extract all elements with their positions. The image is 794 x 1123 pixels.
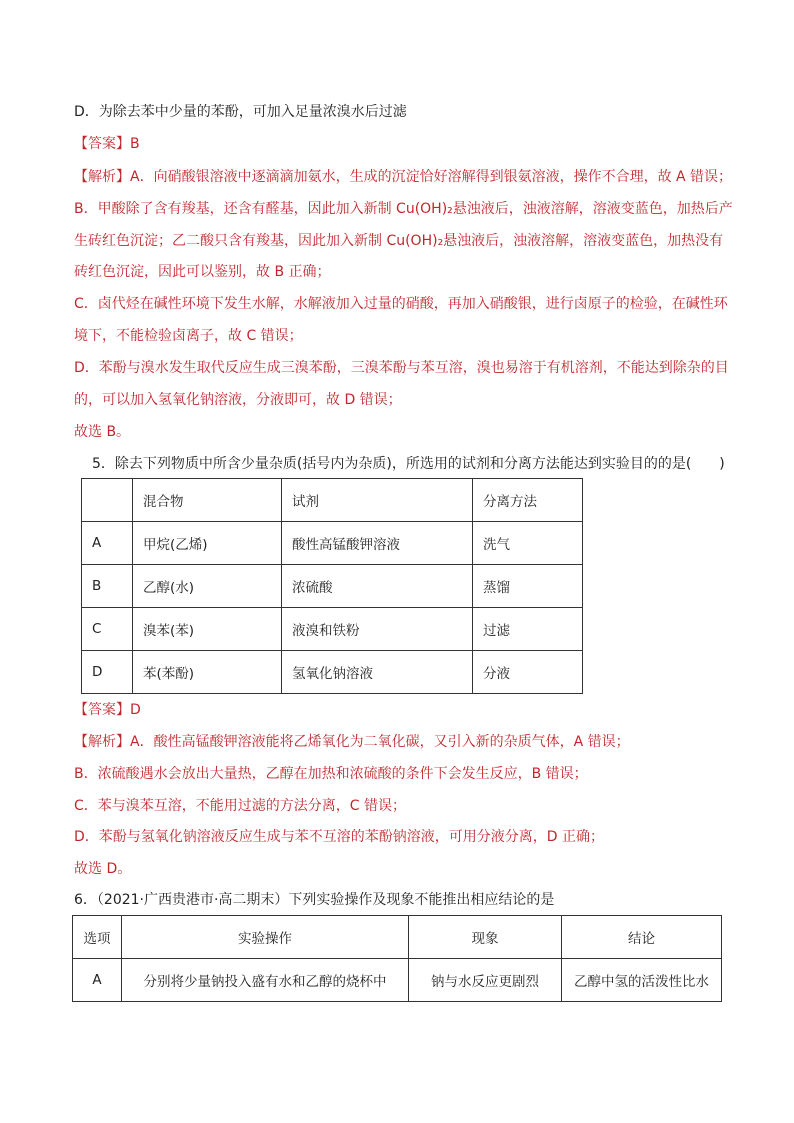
table-header-cell: 实验操作 (122, 916, 409, 959)
q4-answer-value: B (130, 136, 140, 152)
table-cell: 洗气 (473, 522, 583, 565)
table-header-cell: 选项 (73, 916, 122, 959)
table-row (82, 479, 583, 522)
table-cell: D (82, 651, 133, 694)
table-row (82, 651, 583, 694)
table-cell: 甲烷(乙烯) (133, 522, 282, 565)
q4-answer (74, 134, 140, 154)
q4-analysis-line-6: 境下，不能检验卤离子，故 C 错误； (74, 328, 303, 344)
table-cell: 过滤 (473, 608, 583, 651)
table-cell: 浓硫酸 (282, 565, 473, 608)
q5-answer (74, 700, 141, 720)
table-row (73, 959, 722, 1002)
table-cell: 氢氧化钠溶液 (282, 651, 473, 694)
q4-analysis-line-4: 砖红色沉淀，因此可以鉴别，故 B 正确； (74, 264, 331, 280)
table-row (73, 916, 722, 959)
table-cell: 乙醇中氢的活泼性比水 (562, 959, 722, 1002)
q5-question: 5．除去下列物质中所含少量杂质(括号内为杂质)，所选用的试剂和分离方法能达到实验目的的是( ) (92, 456, 725, 472)
table-cell: 蒸馏 (473, 565, 583, 608)
table-cell: B (82, 565, 133, 608)
q5-table (81, 478, 583, 694)
table-row (82, 522, 583, 565)
table-header-cell: 试剂 (282, 479, 473, 522)
q4-option-d: D．为除去苯中少量的苯酚，可加入足量浓溴水后过滤 (74, 104, 407, 120)
table-cell (82, 479, 133, 522)
table-cell: 液溴和铁粉 (282, 608, 473, 651)
table-cell: 分液 (473, 651, 583, 694)
table-cell: 酸性高锰酸钾溶液 (282, 522, 473, 565)
q5-analysis-line-4: D．苯酚与氢氧化钠溶液反应生成与苯不互溶的苯酚钠溶液，可用分液分离，D 正确； (74, 829, 605, 845)
q4-analysis-tag: 【解析】 (74, 169, 130, 185)
table-header-cell: 结论 (562, 916, 722, 959)
q5-answer-tag: 【答案】 (74, 702, 130, 718)
q5-answer-value: D (130, 702, 141, 718)
table-cell: A (73, 959, 122, 1002)
table-row (82, 565, 583, 608)
q5-analysis-line-2: B．浓硫酸遇水会放出大量热，乙醇在加热和浓硫酸的条件下会发生反应，B 错误； (74, 766, 588, 782)
q5-analysis-tag: 【解析】 (74, 734, 130, 750)
table-header-cell: 混合物 (133, 479, 282, 522)
q4-analysis-line-8: 的，可以加入氢氧化钠溶液，分液即可，故 D 错误； (74, 392, 402, 408)
table-cell: C (82, 608, 133, 651)
q4-analysis-line-5: C．卤代烃在碱性环境下发生水解，水解液加入过量的硝酸，再加入硝酸银，进行卤原子的检验，在碱性环 (74, 296, 728, 312)
q5-analysis-line-1 (74, 732, 630, 752)
table-cell: 乙醇(水) (133, 565, 282, 608)
table-cell: 苯(苯酚) (133, 651, 282, 694)
q5-analysis-line-5: 故选 D。 (74, 861, 132, 877)
table-header-cell: 现象 (409, 916, 562, 959)
q6-table (72, 915, 722, 1002)
table-cell: 分别将少量钠投入盛有水和乙醇的烧杯中 (122, 959, 409, 1002)
table-row (82, 608, 583, 651)
q6-question: 6．（2021·广西贵港市·高二期末）下列实验操作及现象不能推出相应结论的是 (74, 892, 555, 908)
q4-answer-tag: 【答案】 (74, 136, 130, 152)
q4-analysis-line-7: D．苯酚与溴水发生取代反应生成三溴苯酚，三溴苯酚与苯互溶，溴也易溶于有机溶剂，不能达到除杂的目 (74, 360, 729, 376)
table-cell: 溴苯(苯) (133, 608, 282, 651)
table-cell: 钠与水反应更剧烈 (409, 959, 562, 1002)
q4-analysis-line-3: 生砖红色沉淀；乙二酸只含有羧基，因此加入新制 Cu(OH)₂悬浊液后，浊液溶解，溶液变蓝色，加热没有 (74, 233, 724, 249)
q4-analysis-text: A．向硝酸银溶液中逐滴滴加氨水，生成的沉淀恰好溶解得到银氨溶液，操作不合理，故 A 错误； (130, 169, 733, 185)
q5-analysis-line-3: C．苯与溴苯互溶，不能用过滤的方法分离，C 错误； (74, 798, 406, 814)
q4-analysis-line-9: 故选 B。 (74, 424, 131, 440)
table-header-cell: 分离方法 (473, 479, 583, 522)
q4-analysis-line-1 (74, 167, 732, 187)
q4-analysis-line-2: B．甲酸除了含有羧基，还含有醛基，因此加入新制 Cu(OH)₂悬浊液后，浊液溶解，溶液变蓝色，加热后产 (74, 201, 733, 217)
table-cell: A (82, 522, 133, 565)
q5-analysis-text: A．酸性高锰酸钾溶液能将乙烯氧化为二氧化碳，又引入新的杂质气体，A 错误； (130, 734, 630, 750)
